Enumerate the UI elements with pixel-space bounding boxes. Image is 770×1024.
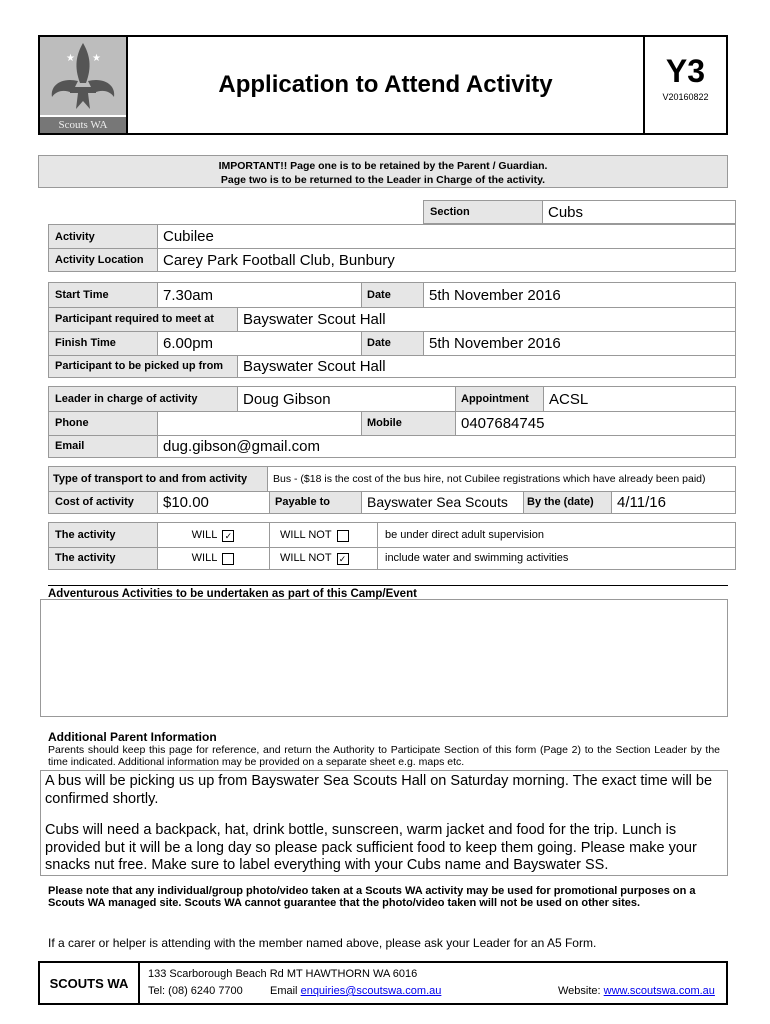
row2-will-checkbox[interactable] xyxy=(222,553,234,565)
footer-email-link[interactable]: enquiries@scoutswa.com.au xyxy=(300,985,442,997)
row2-label: The activity xyxy=(55,552,116,564)
fleur-de-lis-icon xyxy=(40,37,126,115)
activity-label: Activity xyxy=(55,230,95,243)
start-date-value[interactable]: 5th November 2016 xyxy=(429,286,561,304)
footer-website-link[interactable]: www.scoutswa.com.au xyxy=(603,985,715,997)
leader-block xyxy=(48,386,736,458)
pickup-label: Participant to be picked up from xyxy=(55,360,224,372)
activity-value[interactable]: Cubilee xyxy=(163,228,214,245)
parent-info-heading: Additional Parent Information xyxy=(48,730,217,744)
row2-will-not xyxy=(270,547,376,569)
start-time-label: Start Time xyxy=(55,289,109,301)
section-label: Section xyxy=(424,201,542,223)
footer-address: 133 Scarborough Beach Rd MT HAWTHORN WA 6016 xyxy=(148,968,418,980)
footer-tel: Tel: (08) 6240 7700 xyxy=(148,985,243,997)
start-time-value[interactable]: 7.30am xyxy=(163,286,214,304)
appointment-value[interactable]: ACSL xyxy=(549,390,589,408)
photo-notice: Please note that any individual/group photo/video taken at a Scouts WA activity may be used for promotional purposes on a Scouts WA managed site. Scouts WA cannot guarantee that the photo/video taken will not be used on other sites. xyxy=(48,885,696,909)
notice-line-2: Page two is to be returned to the Leader in Charge of the activity. xyxy=(220,174,546,186)
pickup-value[interactable]: Bayswater Scout Hall xyxy=(243,357,386,375)
transport-value[interactable]: Bus - ($18 is the cost of the bus hire, not Cubilee registrations which have already been paid) xyxy=(273,473,706,485)
form-version: V20160822 xyxy=(662,92,709,102)
activity-location-value[interactable]: Carey Park Football Club, Bunbury xyxy=(163,251,395,269)
transport-block xyxy=(48,466,736,514)
row1-label: The activity xyxy=(55,529,116,541)
row2-will xyxy=(158,547,268,569)
form-code-box xyxy=(643,37,726,133)
footer xyxy=(38,961,728,1005)
finish-time-value[interactable]: 6.00pm xyxy=(163,334,214,352)
header xyxy=(38,35,728,135)
important-notice xyxy=(38,155,728,188)
phone-label: Phone xyxy=(55,417,89,429)
supervision-block xyxy=(48,522,736,570)
footer-org: SCOUTS WA xyxy=(40,963,140,1003)
logo-text: Scouts WA xyxy=(40,117,126,133)
email-value[interactable]: dug.gibson@gmail.com xyxy=(163,437,320,455)
parent-info-text: Parents should keep this page for reference, and return the Authority to Participate Section of this form (Page 2) to the Section Leader by the time indicated. Additional information may be provided on a separate sheet e.g. maps etc. xyxy=(48,744,720,768)
logo xyxy=(40,37,128,133)
meet-at-value[interactable]: Bayswater Scout Hall xyxy=(243,310,386,328)
row1-will-not xyxy=(270,523,376,547)
meet-at-label: Participant required to meet at xyxy=(55,313,214,325)
parent-info-para-2: Cubs will need a backpack, hat, drink bottle, sunscreen, warm jacket and food for the trip. Lunch is provided but it will be a long day so please pack sufficient food to keep them going. Please make your snacks nut free. Make sure to label everything with your Cubs name and Bayswater SS. xyxy=(45,822,697,873)
section-field xyxy=(423,200,736,224)
leader-value[interactable]: Doug Gibson xyxy=(243,390,331,408)
carer-notice: If a carer or helper is attending with the member named above, please ask your Leader for an A5 Form. xyxy=(48,936,597,950)
footer-website-label: Website: xyxy=(558,985,601,997)
svg-text:★: ★ xyxy=(66,53,75,64)
email-label: Email xyxy=(55,440,85,452)
row2-will-text: WILL xyxy=(191,552,218,564)
start-date-label: Date xyxy=(367,289,391,301)
notice-line-1: IMPORTANT!! Page one is to be retained by the Parent / Guardian. xyxy=(218,160,548,172)
cost-label: Cost of activity xyxy=(55,496,134,508)
row2-text: include water and swimming activities xyxy=(385,552,569,564)
cost-value[interactable]: $10.00 xyxy=(163,493,209,511)
svg-text:★: ★ xyxy=(92,53,101,64)
parent-info-para-1: A bus will be picking us up from Bayswater Sea Scouts Hall on Saturday morning. The exact time will be confirmed shortly. xyxy=(45,773,713,807)
row1-will-text: WILL xyxy=(191,529,218,541)
page-title: Application to Attend Activity xyxy=(218,71,553,98)
section-value[interactable]: Cubs xyxy=(548,203,584,221)
row2-will-not-text: WILL NOT xyxy=(280,552,332,564)
adventurous-heading: Adventurous Activities to be undertaken as part of this Camp/Event xyxy=(48,585,728,600)
mobile-label: Mobile xyxy=(367,417,402,429)
form-code: Y3 xyxy=(665,53,706,89)
payable-value[interactable]: Bayswater Sea Scouts xyxy=(367,494,508,510)
finish-date-value[interactable]: 5th November 2016 xyxy=(429,334,561,352)
appointment-label: Appointment xyxy=(461,393,529,405)
row2-will-not-checkbox[interactable]: ✓ xyxy=(337,553,349,565)
finish-time-label: Finish Time xyxy=(55,337,116,349)
times-block xyxy=(48,282,736,378)
row1-will-not-checkbox[interactable] xyxy=(337,530,349,542)
footer-email-label: Email xyxy=(270,985,298,997)
parent-info-box[interactable] xyxy=(40,770,728,876)
finish-date-label: Date xyxy=(367,337,391,349)
transport-label: Type of transport to and from activity xyxy=(53,473,248,485)
footer-website xyxy=(558,985,715,997)
row1-will-not-text: WILL NOT xyxy=(280,529,332,541)
phone-value[interactable] xyxy=(158,411,358,435)
activity-location-label: Activity Location xyxy=(55,254,144,266)
row1-text: be under direct adult supervision xyxy=(385,529,544,541)
activity-block xyxy=(48,224,736,272)
leader-label: Leader in charge of activity xyxy=(55,393,198,405)
mobile-value[interactable]: 0407684745 xyxy=(461,414,545,432)
row1-will-checkbox[interactable]: ✓ xyxy=(222,530,234,542)
by-date-label: By the (date) xyxy=(527,496,594,508)
payable-label: Payable to xyxy=(275,496,331,508)
footer-email xyxy=(270,985,441,997)
row1-will xyxy=(158,523,268,547)
adventurous-textarea[interactable] xyxy=(40,599,728,717)
by-date-value[interactable]: 4/11/16 xyxy=(617,493,666,511)
